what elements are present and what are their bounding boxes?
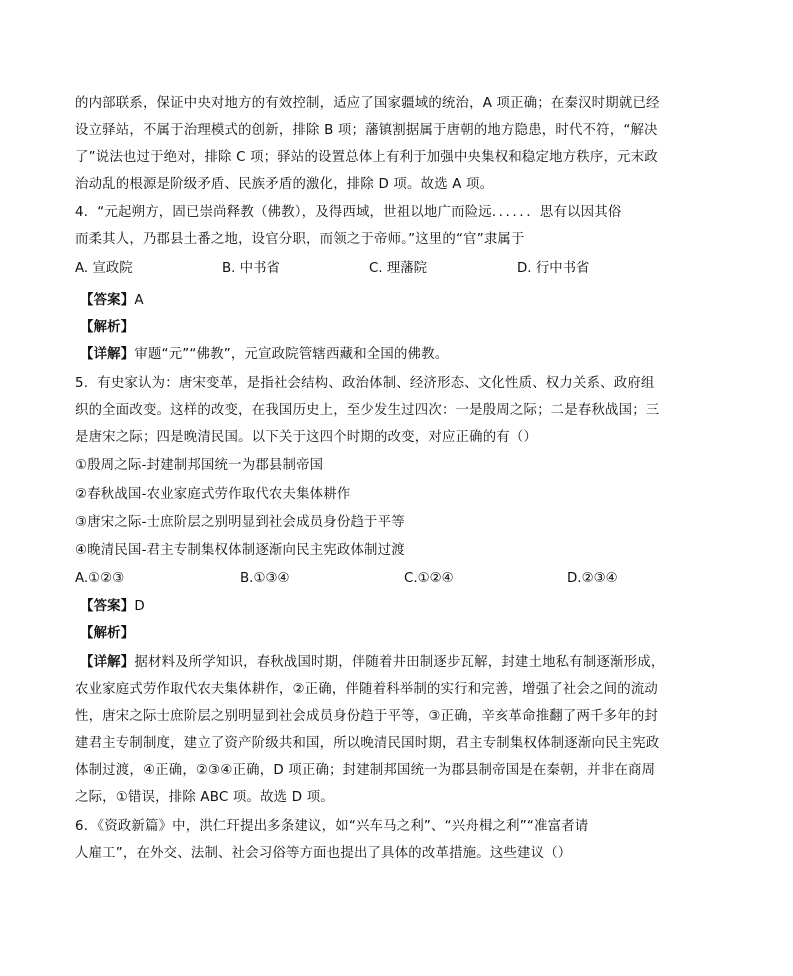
question-5-stem: 是唐宋之际；四是晚清民国。以下关于这四个时期的改变，对应正确的有（） (75, 430, 538, 445)
question-6-stem: 6．《资政新篇》中，洪仁玕提出多条建议，如“兴车马之利”、“兴舟楫之利”“准富者请 (75, 819, 589, 834)
paragraph-line: 设立驿站，不属于治理模式的创新，排除 B 项；藩镇割据属于唐朝的地方隐患，时代不符，“解决 (75, 123, 658, 138)
q4-analysis-tag (80, 319, 730, 337)
detail-tag: 【详解】 (80, 655, 135, 670)
q5-option-c: C.①②④ (404, 571, 454, 586)
q5-answer (80, 598, 730, 616)
q4-option-a: A. 宣政院 (75, 261, 133, 276)
paragraph-line: 建君主专制制度，建立了资产阶级共和国，所以晚清民国时期，君主专制集权体制逐渐向民主宪政 (75, 736, 660, 751)
q4-option-c: C. 理藩院 (369, 261, 428, 276)
q4-detail (80, 346, 730, 364)
q4-option-d: D. 行中书省 (517, 261, 590, 276)
paragraph-line: 性，唐宋之际士庶阶层之别明显到社会成员身份趋于平等，③正确，辛亥革命推翻了两千多年的封 (75, 709, 659, 724)
q5-option-b: B.①③④ (240, 571, 290, 586)
paragraph-line: 农业家庭式劳作取代农夫集体耕作，②正确，伴随着科举制的实行和完善，增强了社会之间的流动 (75, 682, 659, 697)
paragraph-line: 了”说法也过于绝对，排除 C 项；驿站的设置总体上有利于加强中央集权和稳定地方秩序，元末政 (75, 150, 658, 165)
analysis-tag: 【解析】 (80, 320, 135, 335)
question-4-stem: 4．“元起朔方，固已崇尚释教（佛教），及得西域，世祖以地广而险远．．．．．．思有以因其俗 (75, 205, 622, 220)
q5-option-d: D.②③④ (567, 571, 618, 586)
answer-tag: 【答案】 (80, 599, 135, 614)
paragraph-line: 之际，①错误，排除 ABC 项。故选 D 项。 (75, 790, 334, 805)
detail-text: 据材料及所学知识，春秋战国时期，伴随着井田制逐步瓦解，封建土地私有制逐渐形成， (134, 655, 665, 670)
detail-text: 审题“元”“佛教”，元宣政院管辖西藏和全国的佛教。 (134, 347, 449, 362)
answer-value: D (134, 599, 145, 614)
question-6-stem: 人雇工”，在外交、法制、社会习俗等方面也提出了具体的改革措施。这些建议（） (75, 846, 572, 861)
q5-analysis-tag (80, 625, 730, 643)
q5-option-a: A.①②③ (75, 571, 125, 586)
paragraph-line: 治动乱的根源是阶级矛盾、民族矛盾的激化，排除 D 项。故选 A 项。 (75, 177, 494, 192)
answer-value: A (134, 293, 144, 308)
answer-tag: 【答案】 (80, 293, 135, 308)
analysis-tag: 【解析】 (80, 626, 135, 641)
q5-detail (80, 654, 730, 672)
q5-item: ④晚清民国-君主专制集权体制逐渐向民主宪政体制过渡 (75, 543, 405, 558)
paragraph-line: 体制过渡，④正确，②③④正确，D 项正确；封建制邦国统一为郡县制帝国是在秦朝，并非在商周 (75, 763, 656, 778)
question-5-stem: 5．有史家认为：唐宋变革，是指社会结构、政治体制、经济形态、文化性质、权力关系、政府组 (75, 376, 655, 391)
question-4-stem: 而柔其人，乃郡县土番之地，设官分职，而领之于帝师。”这里的“官”隶属于 (75, 232, 525, 247)
question-5-stem: 织的全面改变。这样的改变，在我国历史上，至少发生过四次：一是殷周之际；二是春秋战国；三 (75, 403, 660, 418)
q5-item: ③唐宋之际-士庶阶层之别明显到社会成员身份趋于平等 (75, 515, 405, 530)
paragraph-line: 的内部联系，保证中央对地方的有效控制，适应了国家疆域的统治，A 项正确；在秦汉时期就已经 (75, 96, 660, 111)
q4-answer (80, 292, 730, 310)
q4-option-b: B. 中书省 (222, 261, 280, 276)
q5-item: ①殷周之际-封建制邦国统一为郡县制帝国 (75, 458, 324, 473)
detail-tag: 【详解】 (80, 347, 135, 362)
q5-item: ②春秋战国-农业家庭式劳作取代农夫集体耕作 (75, 487, 351, 502)
